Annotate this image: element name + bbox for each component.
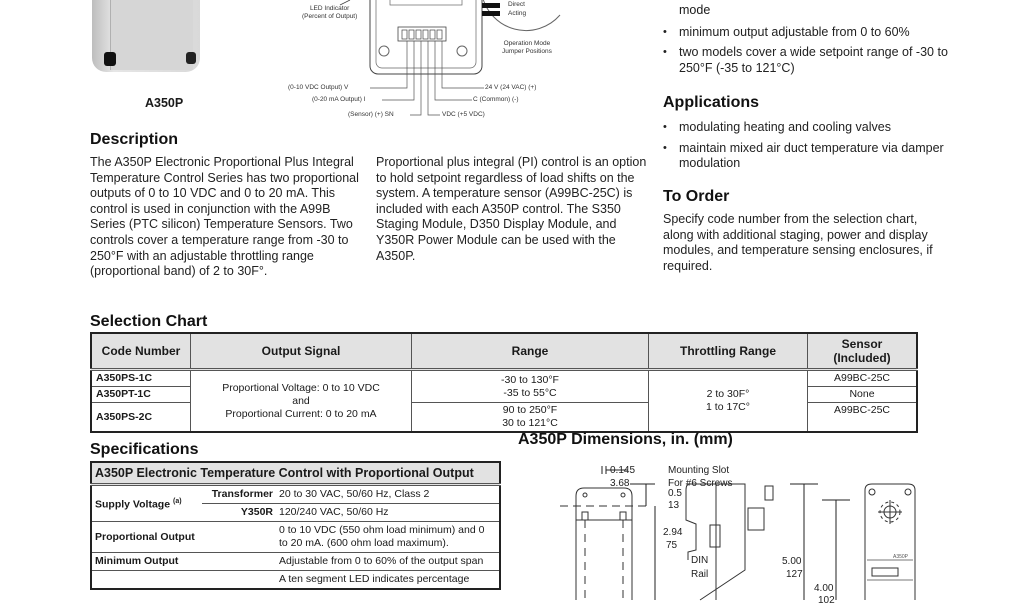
product-caption: A350P [145,96,184,110]
features-list [663,3,948,81]
spec-table-title: A350P Electronic Temperature Control with Proportional Output [91,462,500,485]
spec-value: 0 to 10 VDC (550 ohm load minimum) and 0 to 20 mA. (600 ohm load maximum). [276,522,500,553]
application-item: • maintain mixed air duct temperature via damper modulation [663,141,948,172]
terminal-vdc-label: VDC (+5 VDC) [442,111,485,118]
terminal-v-label: (0-10 VDC Output) V [288,84,349,91]
d3-mm-text: 127 [786,569,803,580]
spec-sub-label: Y350R [202,504,276,522]
code-cell: A350PS-2C [91,403,191,433]
d2-mm-text: 75 [666,540,678,551]
spec-row-minimum-output [91,553,500,571]
feature-item: • two models cover a wide setpoint range of -30 to 250°F (-35 to 121°C) [663,45,948,76]
spec-row-supply-voltage [91,485,500,504]
applications-list [663,120,948,177]
selection-chart-heading: Selection Chart [90,313,208,330]
led-indicator-label: LED Indicator (Percent of Output) [302,5,358,20]
wiring-diagram [280,0,560,125]
table-row [91,370,917,387]
slot-in-text: 0.145 [610,465,636,476]
slot-mm-text: 3.68 [610,478,630,489]
spec-row-proportional-output [91,522,500,553]
mounting-slot-label: Mounting Slot [668,465,730,476]
jumper-acting-label: Acting [508,10,527,17]
operation-mode-label: Operation Mode Jumper Positions [502,40,552,55]
product-photo [80,0,200,75]
terminal-c-label: C (Common) (-) [473,96,519,103]
terminal-sn-label: (Sensor) (+) SN [348,111,394,118]
terminal-24v-label: 24 V (24 VAC) (+) [485,84,537,91]
col-code-number: Code Number [91,333,191,370]
description-para-2: Proportional plus integral (PI) control is an option to hold setpoint regardless of load shifts on the system. A temperature sensor (A99BC-25C) is included with each A350P control. The S350 Staging Module, D350 Display Module, and Y350R Power Module can be used with the A350P. [376,155,647,263]
d1-mm-text: 13 [668,500,680,511]
d4-mm-text: 102 [818,595,835,605]
spec-label: Minimum Output [91,553,276,571]
d4-in-text: 4.00 [814,583,834,594]
jumper-direct-label: Direct [508,1,525,8]
d3-in-text: 5.00 [782,556,802,567]
dimensions-drawing [560,460,950,605]
spec-value: 20 to 30 VAC, 50/60 Hz, Class 2 [276,485,500,504]
spec-value: Adjustable from 0 to 60% of the output span [276,553,500,571]
description-heading: Description [90,131,179,148]
sensor-cell: None [808,387,918,403]
col-sensor: Sensor (Included) [808,333,918,370]
spec-label: Proportional Output [91,522,276,553]
d1-in-text: 0.5 [668,488,682,499]
feature-partial-line: mode [679,3,711,17]
feature-item: • minimum output adjustable from 0 to 60% [663,25,948,41]
application-item: • modulating heating and cooling valves [663,120,948,136]
sensor-cell: A99BC-25C [808,370,918,387]
mounting-screws-label: For #6 Screws [668,478,733,489]
spec-label [91,571,276,590]
rail-label: Rail [691,569,709,580]
range-cell: -30 to 130°F -35 to 55°C [412,370,649,403]
code-cell: A350PS-1C [91,370,191,387]
spec-value: A ten segment LED indicates percentage [276,571,500,590]
spec-row-led [91,571,500,590]
spec-sub-label: Transformer [202,485,276,504]
device-label: A350P [893,554,909,560]
spec-value: 120/240 VAC, 50/60 Hz [276,504,500,522]
spec-label: Supply Voltage $^{(a)}$ [91,485,202,522]
col-throttling-range: Throttling Range [649,333,808,370]
specifications-table [90,461,501,590]
col-output-signal: Output Signal [191,333,412,370]
selection-chart-header-row [91,333,917,370]
col-range: Range [412,333,649,370]
output-signal-cell: Proportional Voltage: 0 to 10 VDC and Proportional Current: 0 to 20 mA [191,370,412,433]
applications-heading: Applications [663,94,760,111]
throttling-cell: 2 to 30F° 1 to 17C° [649,370,808,433]
description-para-1: The A350P Electronic Proportional Plus Integral Temperature Control Series has two proportional outputs of 0 to 10 VDC and 0 to 20 mA. This control is used in conjunction with the A99B Series (PTC silicon) Temperature Sensors. Two controls cover a temperature range from -30 to 250°F with an adjustable throttling range (proportional band) of 2 to 30F°. [90,155,359,279]
to-order-text: Specify code number from the selection chart, along with additional staging, power and display modules, and temperature sensing enclosures, if required. [663,212,933,273]
dimensions-heading: A350P Dimensions, in. (mm) [518,431,733,448]
sensor-cell: A99BC-25C [808,403,918,433]
selection-chart-table [90,332,918,433]
code-cell: A350PT-1C [91,387,191,403]
range-cell: 90 to 250°F 30 to 121°C [412,403,649,433]
din-label: DIN [691,555,709,566]
dimensions-svg [560,460,950,605]
terminal-i-label: (0-20 mA Output) I [312,96,366,103]
to-order-heading: To Order [663,188,730,205]
specifications-heading: Specifications [90,441,199,458]
d2-in-text: 2.94 [663,527,683,538]
